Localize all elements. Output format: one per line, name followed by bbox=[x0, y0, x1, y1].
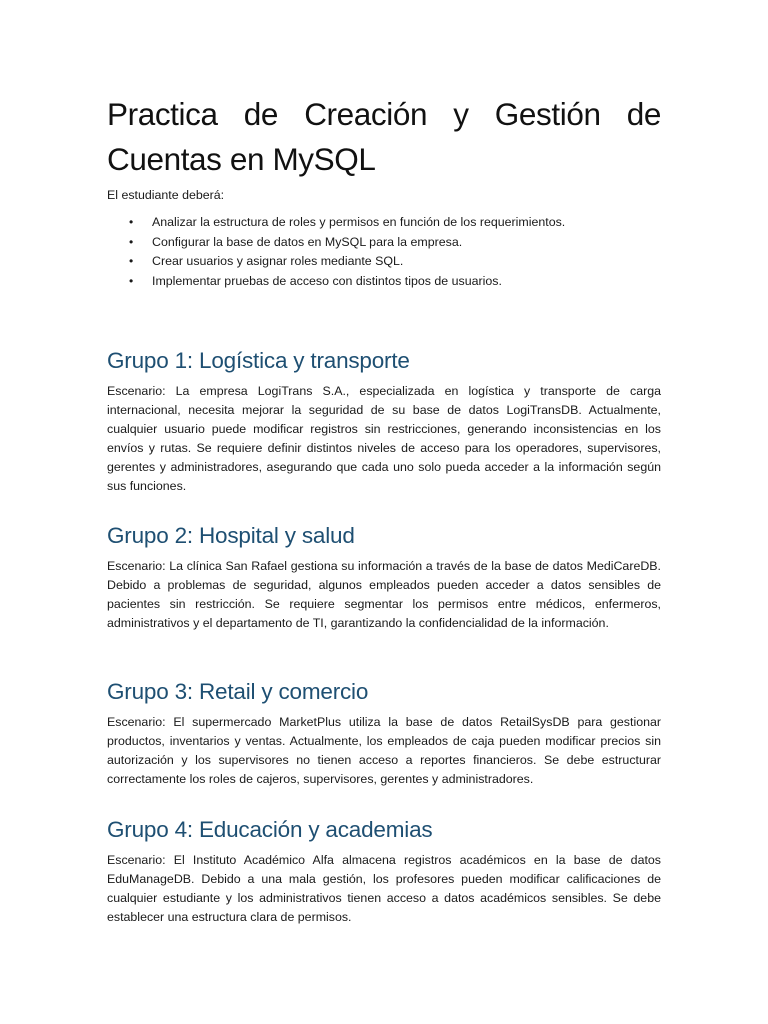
objective-text: Analizar la estructura de roles y permisos en función de los requerimientos. bbox=[152, 215, 566, 229]
document-title: Practica de Creación y Gestión de Cuentas en MySQL bbox=[107, 96, 661, 177]
group-2-scenario: Escenario: La clínica San Rafael gestiona su información a través de la base de datos MediCareDB. Debido a problemas de seguridad, algunos empleados pueden acceder a datos sensibles de pacientes sin restricción. Se requiere segmentar los permisos entre médicos, enfermeros, administrativos y el departamento de TI, garantizando la confidencialidad de la información. bbox=[107, 559, 661, 630]
bullet-icon: • bbox=[129, 215, 134, 229]
objective-text: Implementar pruebas de acceso con distintos tipos de usuarios. bbox=[152, 274, 502, 289]
group-1-section bbox=[107, 346, 661, 496]
list-item bbox=[107, 272, 661, 292]
list-item bbox=[107, 213, 661, 233]
group-3-heading: Grupo 3: Retail y comercio bbox=[107, 679, 369, 704]
group-4-scenario: Escenario: El Instituto Académico Alfa almacena registros académicos en la base de datos EduManageDB. Debido a una mala gestión, los profesores pueden modificar calificaciones de cualquier estudiante y los administrativos tienen acceso a datos académicos sensibles. Se debe establecer una estructura clara de permisos. bbox=[107, 853, 661, 924]
group-3-scenario: Escenario: El supermercado MarketPlus utiliza la base de datos RetailSysDB para gestionar productos, inventarios y ventas. Actualmente, los empleados de caja pueden modificar precios sin autorización y los supervisores no tienen acceso a reportes financieros. Se debe estructurar correctamente los roles de cajeros, supervisores, gerentes y administradores. bbox=[107, 715, 661, 786]
document-page bbox=[107, 92, 661, 924]
bullet-icon: • bbox=[129, 234, 134, 249]
group-2-heading: Grupo 2: Hospital y salud bbox=[107, 523, 355, 548]
group-1-heading: Grupo 1: Logística y transporte bbox=[107, 348, 410, 373]
group-3-section bbox=[107, 677, 661, 789]
group-1-scenario: Escenario: La empresa LogiTrans S.A., especializada en logística y transporte de carga internacional, necesita mejorar la seguridad de su base de datos LogiTransDB. Actualmente, cualquier usuario puede modificar registros sin restricciones, generando inconsistencias en los envíos y rutas. Se requiere definir distintos niveles de acceso para los operadores, supervisores, gerentes y administradores, asegurando que cada uno solo pueda acceder a la información según sus funciones. bbox=[107, 384, 661, 493]
intro-text: El estudiante deberá: bbox=[107, 188, 225, 202]
list-item bbox=[107, 233, 661, 253]
objectives-list bbox=[107, 213, 661, 292]
list-item bbox=[107, 252, 661, 272]
bullet-icon: • bbox=[129, 274, 134, 289]
group-4-section bbox=[107, 815, 661, 927]
bullet-icon: • bbox=[129, 254, 134, 269]
group-2-section bbox=[107, 521, 661, 633]
group-4-heading: Grupo 4: Educación y academias bbox=[107, 817, 433, 842]
objective-text: Configurar la base de datos en MySQL para la empresa. bbox=[152, 234, 463, 249]
objective-text: Crear usuarios y asignar roles mediante SQL. bbox=[152, 254, 404, 269]
